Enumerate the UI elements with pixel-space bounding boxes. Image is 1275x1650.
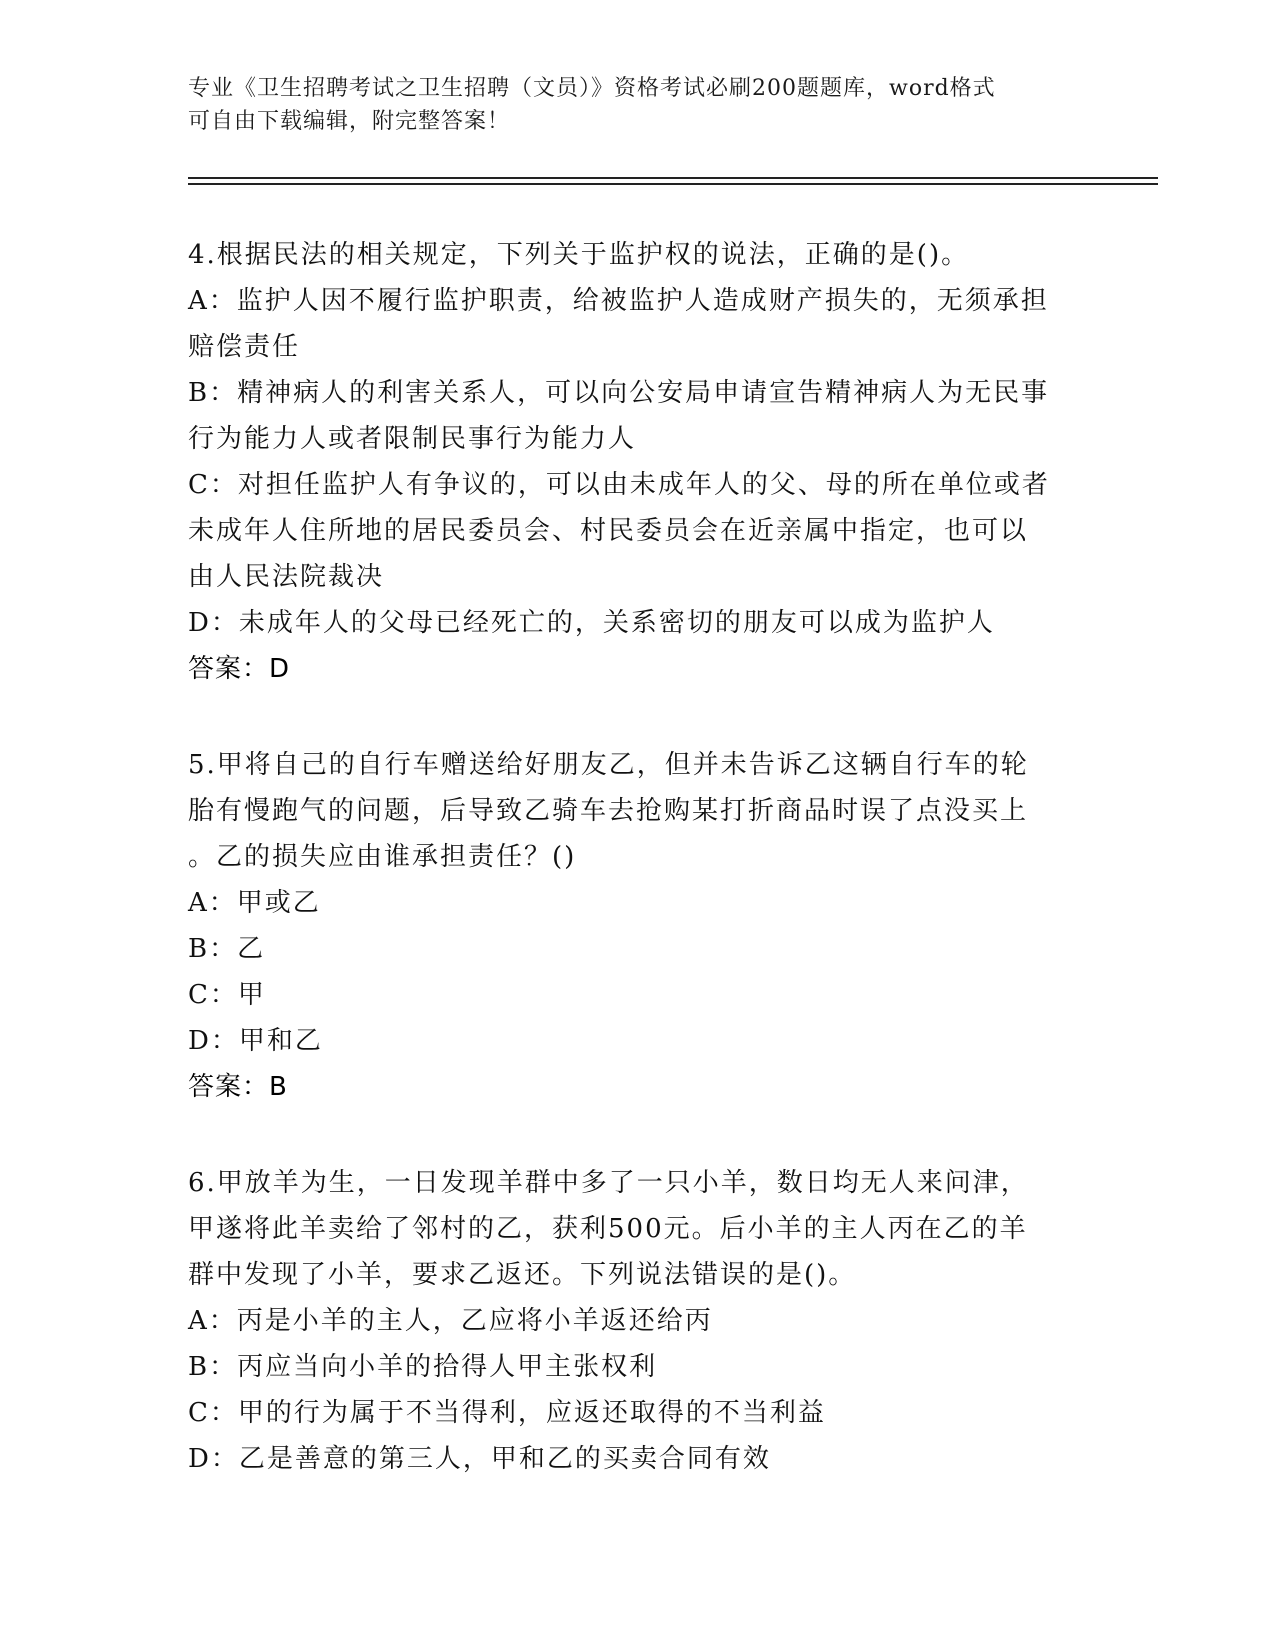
question-5 [188, 742, 1088, 1110]
question-stem-line: 。乙的损失应由谁承担责任？() [188, 842, 577, 872]
option-c: C：甲 [188, 980, 266, 1010]
option-line: C：对担任监护人有争议的，可以由未成年人的父、母的所在单位或者 [188, 470, 1050, 500]
header-rule-top [188, 177, 1158, 179]
option-b: B：丙应当向小羊的拾得人甲主张权利 [188, 1352, 658, 1382]
option-line: A：监护人因不履行监护职责，给被监护人造成财产损失的，无须承担 [188, 286, 1049, 316]
header-line-2: 可自由下载编辑，附完整答案！ [188, 109, 511, 134]
option-c: C：甲的行为属于不当得利，应返还取得的不当利益 [188, 1398, 826, 1428]
option-b [188, 370, 1088, 462]
question-4 [188, 232, 1088, 692]
option-b: B：乙 [188, 934, 266, 964]
question-stem-line: 胎有慢跑气的问题，后导致乙骑车去抢购某打折商品时误了点没买上 [188, 796, 1029, 826]
option-d: D：乙是善意的第三人，甲和乙的买卖合同有效 [188, 1444, 771, 1474]
option-line: 由人民法院裁决 [188, 562, 385, 592]
option-a [188, 278, 1088, 370]
option-line: 赔偿责任 [188, 332, 301, 362]
option-line: B：精神病人的利害关系人，可以向公安局申请宣告精神病人为无民事 [188, 378, 1050, 408]
question-list [188, 232, 1088, 1532]
question-stem-line: 甲遂将此羊卖给了邻村的乙，获利500元。后小羊的主人丙在乙的羊 [188, 1214, 1028, 1244]
header-rule-bottom [188, 183, 1158, 185]
answer-label: 答案：D [188, 654, 291, 684]
option-d: D：甲和乙 [188, 1026, 323, 1056]
option-a: A：丙是小羊的主人，乙应将小羊返还给丙 [188, 1306, 713, 1336]
option-a: A：甲或乙 [188, 888, 321, 918]
question-stem-line: 5.甲将自己的自行车赠送给好朋友乙，但并未告诉乙这辆自行车的轮 [188, 750, 1029, 780]
option-line: 行为能力人或者限制民事行为能力人 [188, 424, 637, 454]
option-line: 未成年人住所地的居民委员会、村民委员会在近亲属中指定，也可以 [188, 516, 1029, 546]
document-header [188, 72, 1068, 138]
header-line-1: 专业《卫生招聘考试之卫生招聘（文员）》资格考试必刷200题题库，word格式 [188, 76, 996, 101]
question-stem-line: 4.根据民法的相关规定，下列关于监护权的说法，正确的是()。 [188, 240, 970, 270]
question-stem-line: 群中发现了小羊，要求乙返还。下列说法错误的是()。 [188, 1260, 857, 1290]
question-6 [188, 1160, 1088, 1482]
question-stem-line: 6.甲放羊为生，一日发现羊群中多了一只小羊，数日均无人来问津， [188, 1168, 1029, 1198]
answer-label: 答案：B [188, 1072, 288, 1102]
option-line: D：未成年人的父母已经死亡的，关系密切的朋友可以成为监护人 [188, 608, 995, 638]
option-c [188, 462, 1088, 600]
option-d [188, 600, 1088, 646]
